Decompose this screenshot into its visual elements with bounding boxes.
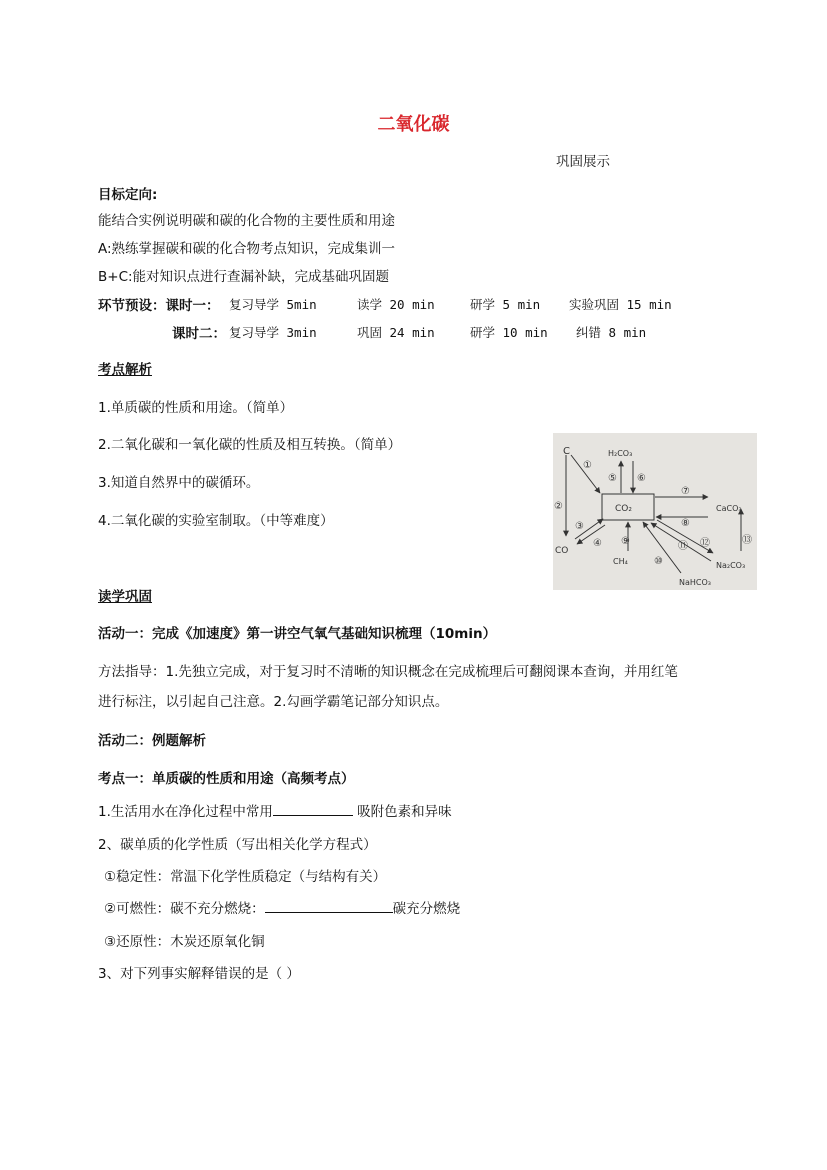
question-2-c: ③还原性：木炭还原氧化铜 [104,934,265,950]
node-na2co3: Na₂CO₃ [716,561,746,570]
analysis-item-1: 1.单质碳的性质和用途。（简单） [98,400,294,416]
schedule-p2-item-4: 纠错 8 min [576,325,647,340]
method-line-2: 进行标注，以引起自己注意。2.勾画学霸笔记部分知识点。 [98,694,449,710]
node-caco3: CaCO₃ [716,504,742,513]
schedule-p2-item-2: 巩固 24 min [357,325,435,340]
goal-heading: 目标定向: [98,187,158,203]
schedule-p2-item-3: 研学 10 min [470,325,548,340]
schedule-p1-item-1: 复习导学 5min [229,297,317,312]
node-h2co3: H₂CO₃ [608,449,633,458]
node-co2: CO₂ [615,504,632,514]
node-nahco3: NaHCO₃ [679,578,711,587]
answer-blank-2[interactable] [265,900,393,913]
arrow-label-5: ⑤ [608,473,617,484]
schedule-period1-label: 课时一： [165,298,220,314]
question-2-b [104,897,460,917]
analysis-heading: 考点解析 [98,362,152,378]
analysis-item-4: 4.二氧化碳的实验室制取。（中等难度） [98,513,334,529]
node-ch4: CH₄ [613,557,628,566]
schedule-p1-item-3: 研学 5 min [470,297,541,312]
page-subtitle: 巩固展示 [556,154,610,170]
question-2-b-suffix: 碳充分燃烧 [392,901,461,917]
goal-line-2: A:熟练掌握碳和碳的化合物考点知识，完成集训一 [98,241,396,257]
question-1 [98,800,452,820]
method-line-1: 方法指导：1.先独立完成，对于复习时不清晰的知识概念在完成梳理后可翻阅课本查询，并用红笔 [98,664,678,680]
activity-1: 活动一：完成《加速度》第一讲空气氧气基础知识梳理（10min） [98,626,497,642]
reading-heading: 读学巩固 [98,589,152,605]
activity-2: 活动二：例题解析 [98,733,206,749]
question-1-suffix: 吸附色素和异味 [352,804,452,820]
node-co: CO [555,546,569,556]
page-title: 二氧化碳 [377,114,450,135]
answer-blank-1[interactable] [273,803,353,816]
analysis-item-2: 2.二氧化碳和一氧化碳的性质及相互转换。（简单） [98,437,402,453]
schedule-row-1 [98,294,220,314]
analysis-item-3: 3.知道自然界中的碳循环。 [98,475,260,491]
arrow-label-1: ① [583,460,592,471]
schedule-p1-item-2: 读学 20 min [357,297,435,312]
question-2-a: ①稳定性：常温下化学性质稳定（与结构有关） [104,869,387,885]
question-2-b-prefix: ②可燃性：碳不充分燃烧： [104,901,265,917]
schedule-heading: 环节预设： [98,298,166,314]
schedule-p2-item-1: 复习导学 3min [229,325,317,340]
node-c: C [563,446,570,457]
arrow-label-8: ⑧ [681,518,690,529]
schedule-p1-item-4: 实验巩固 15 min [569,297,672,312]
arrow-label-12: ⑫ [700,538,710,549]
goal-line-3: B+C:能对知识点进行查漏补缺，完成基础巩固题 [98,269,390,285]
arrow-label-3: ③ [575,521,584,532]
arrow-label-2: ② [554,501,563,512]
arrow-label-4: ④ [593,538,602,549]
arrow-label-9: ⑨ [621,536,630,547]
schedule-period2-label: 课时二： [172,326,226,342]
arrow-label-6: ⑥ [637,473,646,484]
arrow-label-13: ⑬ [742,535,752,546]
arrow-label-10: ⑩ [654,556,663,567]
arrow-label-7: ⑦ [681,486,690,497]
question-2: 2、碳单质的化学性质（写出相关化学方程式） [98,837,377,853]
arrow-label-11: ⑪ [678,541,688,552]
question-3: 3、对下列事实解释错误的是（ ） [98,966,300,982]
point-1: 考点一：单质碳的性质和用途（高频考点） [98,771,355,787]
carbon-conversion-diagram [553,433,757,590]
question-1-prefix: 1.生活用水在净化过程中常用 [98,804,273,820]
goal-line-1: 能结合实例说明碳和碳的化合物的主要性质和用途 [98,213,395,229]
